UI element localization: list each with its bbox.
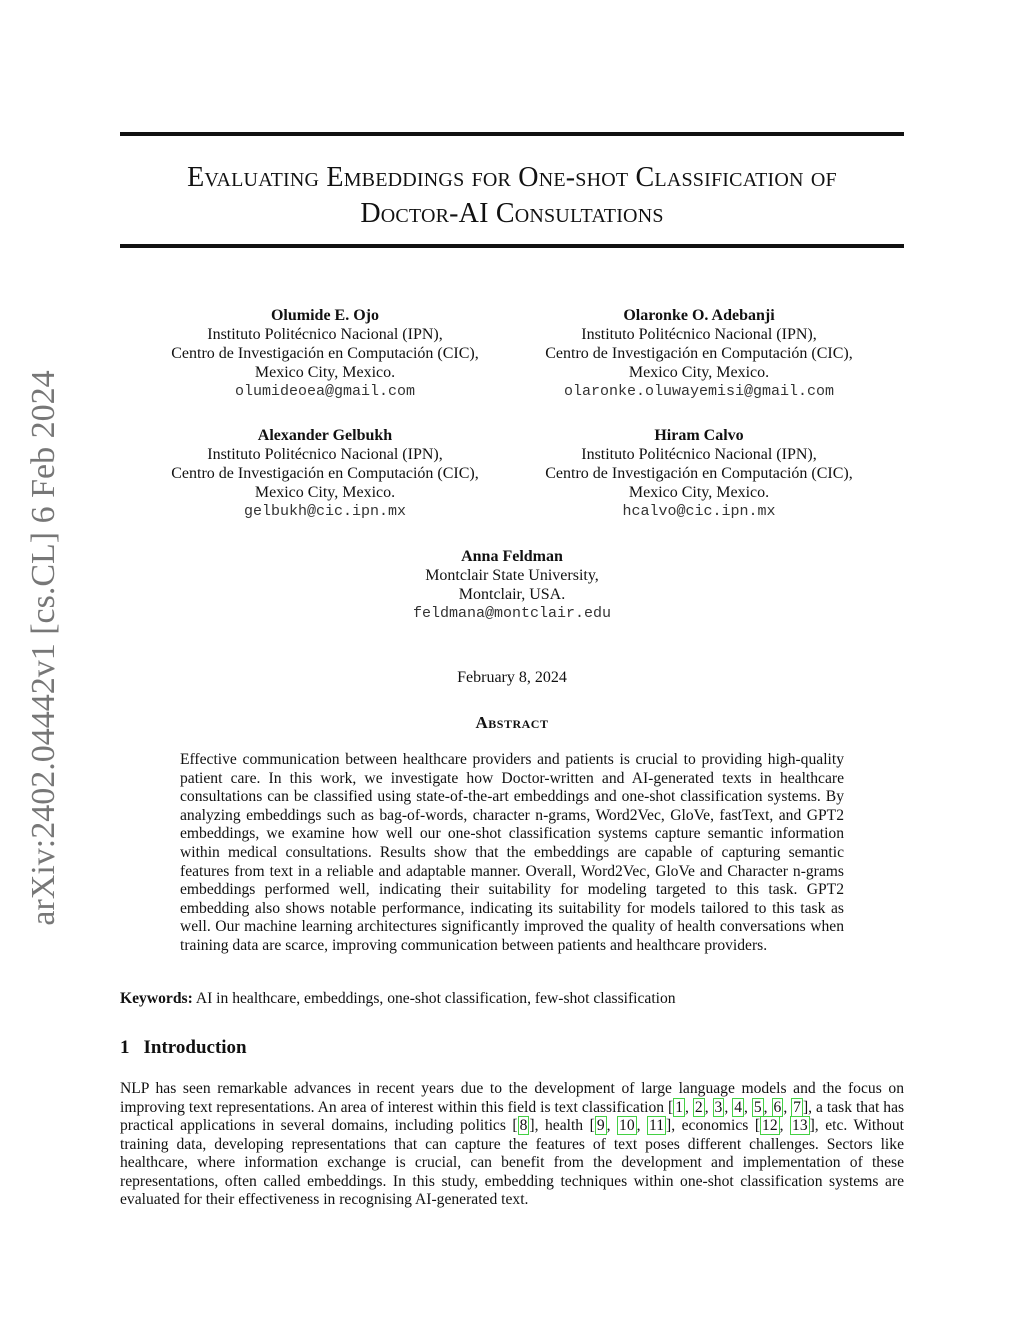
author-block <box>332 547 692 623</box>
author-affiliation: Montclair State University, <box>425 567 599 584</box>
author-location: Mexico City, Mexico. <box>628 364 770 381</box>
section-heading <box>120 1037 247 1059</box>
citation-link[interactable]: 4 <box>734 1098 742 1116</box>
citation-link[interactable]: 7 <box>793 1098 801 1116</box>
citation-link[interactable]: 10 <box>619 1117 635 1134</box>
author-location: Mexico City, Mexico. <box>254 364 396 381</box>
title-line-2: Doctor-AI Consultations <box>360 198 664 229</box>
author-affiliation: Centro de Investigación en Computación (CIC), <box>171 345 479 362</box>
author-name: Olaronke O. Adebanji <box>623 307 775 324</box>
intro-text: ], health [ <box>529 1117 595 1134</box>
arxiv-identifier: arXiv:2402.04442v1 [cs.CL] 6 Feb 2024 <box>25 370 62 926</box>
citation-link[interactable]: 1 <box>675 1098 684 1116</box>
citation-link[interactable]: 12 <box>762 1117 778 1134</box>
author-block <box>519 426 879 521</box>
title-line-1: Evaluating Embeddings for One-shot Classification of <box>187 162 837 193</box>
title-top-rule <box>120 132 904 136</box>
citation-link[interactable]: 9 <box>596 1117 605 1134</box>
citation-link[interactable]: 8 <box>519 1117 528 1134</box>
author-email: feldmana@montclair.edu <box>412 605 612 622</box>
author-email: hcalvo@cic.ipn.mx <box>622 503 776 520</box>
author-location: Mexico City, Mexico. <box>628 484 770 501</box>
citation-link[interactable]: 11 <box>649 1117 665 1134</box>
abstract-text: Effective communication between healthcare providers and patients is crucial to providing high-quality patient care. In this work, we investigate how Doctor-written and AI-generated texts in healthcare consultations can be classified using state-of-the-art embeddings and one-shot classification systems. By analyzing embeddings such as bag-of-words, character n-grams, Word2Vec, GloVe, fastText, and GPT2 embeddings, we examine how well our one-shot classification systems capture semantic information within medical consultations. Results show that the embeddings are capable of capturing semantic features from text in a reliable and adaptable manner. Overall, Word2Vec, GloVe and Character n-grams embeddings performed well, indicating their suitability for modeling targeted to this task. GPT2 embedding also shows notable performance, indicating its suitability for models tailored to this task as well. Our machine learning architectures significantly improved the quality of health conversations when training data are scarce, improving communication between patients and healthcare providers. <box>180 751 844 954</box>
intro-text: NLP has seen remarkable advances in recent years due to the development of large language models and the focus on improving text representations. An area of interest within this field is text classification [ <box>120 1080 904 1116</box>
paper-title <box>120 160 904 232</box>
citation-link[interactable]: 6 <box>773 1098 782 1116</box>
author-name: Hiram Calvo <box>654 427 744 444</box>
citation-link[interactable]: 3 <box>714 1098 723 1116</box>
author-email: gelbukh@cic.ipn.mx <box>243 503 407 520</box>
section-number: 1 <box>120 1037 130 1058</box>
abstract-heading: Abstract <box>475 713 549 732</box>
citation-link[interactable]: 2 <box>694 1098 703 1116</box>
author-block <box>145 426 505 521</box>
author-affiliation: Centro de Investigación en Computación (CIC), <box>171 465 479 482</box>
author-affiliation: Instituto Politécnico Nacional (IPN), <box>207 326 443 343</box>
author-affiliation: Instituto Politécnico Nacional (IPN), <box>581 446 817 463</box>
author-affiliation: Instituto Politécnico Nacional (IPN), <box>581 326 817 343</box>
keywords <box>120 990 904 1008</box>
intro-paragraph: NLP has seen remarkable advances in recent years due to the development of large language models and the focus on improving text representations. An area of interest within this field is text classification [ 1 , 2 , 3 , 4 , 5 , 6 , 7 ], a task that has practical applications in several domains, including politics [ 8 ], health [ 9 , 10 , 11 ], economics [ 12 , 13 ], etc. Without training data, developing representations that can capture the features of text poses different challenges. Sectors like healthcare, where information exchange is crucial, can benefit from the development and implementation of these representations, often called embeddings. In this study, embedding techniques within one-shot classification systems are evaluated for their effectiveness in recognising AI-generated text. <box>120 1080 905 1208</box>
author-name: Olumide E. Ojo <box>270 307 379 324</box>
author-block <box>145 306 505 401</box>
title-bottom-rule <box>120 244 904 248</box>
author-affiliation: Montclair, USA. <box>458 586 566 603</box>
author-affiliation: Centro de Investigación en Computación (CIC), <box>545 345 853 362</box>
section-title: Introduction <box>143 1037 247 1058</box>
intro-text: ], a task that has practical applications in several domains, including politics [ <box>120 1098 905 1134</box>
intro-text: ], etc. Without training data, developing representations that can capture the features of text poses different challenges. Sectors like healthcare, where information exchange is crucial, can benefit from the development and implementation of these representations, often called embeddings. In this study, embedding techniques within one-shot classification systems are evaluated for their effectiveness in recognising AI-generated text. <box>120 1117 904 1208</box>
author-block <box>519 306 879 401</box>
author-location: Mexico City, Mexico. <box>254 484 396 501</box>
author-name: Alexander Gelbukh <box>257 427 393 444</box>
citation-link[interactable]: 13 <box>792 1117 808 1134</box>
author-email: olaronke.oluwayemisi@gmail.com <box>563 383 835 400</box>
keywords-list: AI in healthcare, embeddings, one-shot classification, few-shot classification <box>195 990 676 1007</box>
paper-date: February 8, 2024 <box>457 669 567 686</box>
citation-link[interactable]: 5 <box>753 1098 762 1116</box>
keywords-label: Keywords: <box>120 990 193 1007</box>
author-email: olumideoea@gmail.com <box>234 383 416 400</box>
author-affiliation: Centro de Investigación en Computación (CIC), <box>545 465 853 482</box>
author-affiliation: Instituto Politécnico Nacional (IPN), <box>207 446 443 463</box>
author-name: Anna Feldman <box>461 548 563 565</box>
intro-text: ], economics [ <box>666 1117 761 1134</box>
